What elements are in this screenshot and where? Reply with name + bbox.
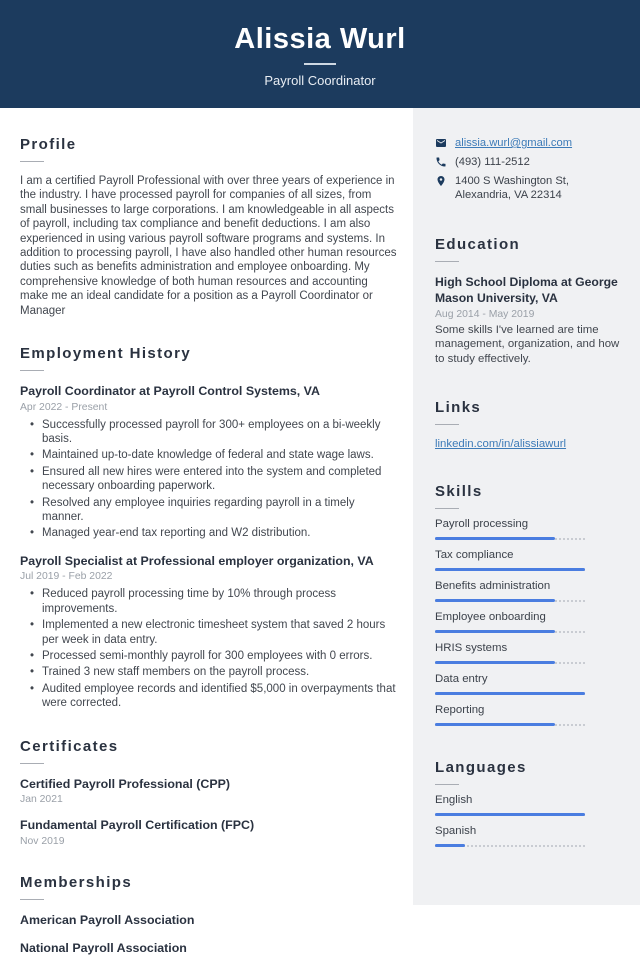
sidebar [413,108,640,905]
job-entry [20,384,397,541]
language-bar-fill [435,813,585,816]
heading-rule [435,261,459,262]
job-dates: Jul 2019 - Feb 2022 [20,571,113,583]
skill-label: Benefits administration [435,580,551,593]
contact-address-row [435,174,620,204]
heading-rule [435,508,459,509]
contact-phone-row [435,155,620,170]
skill-bar [435,630,585,633]
language-entry [435,793,620,816]
skill-label: Data entry [435,673,488,686]
section-profile [20,136,397,318]
skill-entry [435,548,620,571]
skill-bar-fill [435,692,585,695]
job-title: Payroll Specialist at Professional employer organization, VA [20,553,374,568]
bullet-item: • Implemented a new electronic timesheet system that saved 2 hours per week in data entry. [42,618,397,647]
job-dates: Apr 2022 - Present [20,401,108,413]
link-entry [435,438,620,450]
skill-bar [435,661,585,664]
skill-bar-fill [435,723,555,726]
heading-rule [20,161,44,162]
header-divider [304,63,336,65]
skill-bar-fill [435,599,555,602]
contact-email-row [435,136,620,151]
skill-label: Payroll processing [435,518,529,531]
skill-entry [435,610,620,633]
education-description: Some skills I've learned are time management, organization, and how to study effectively. [435,323,620,365]
candidate-job-title: Payroll Coordinator [264,72,376,88]
skill-bar-fill [435,630,555,633]
skill-label: HRIS systems [435,642,508,655]
email-link[interactable]: alissia.wurl@gmail.com [455,137,573,149]
main-column [0,108,413,956]
language-bar-fill [435,844,465,847]
section-employment-history [20,345,397,711]
heading-rule [20,763,44,764]
section-memberships [20,874,397,957]
certificate-title: Fundamental Payroll Certification (FPC) [20,818,255,833]
education-title: High School Diploma at George Mason University, VA [435,275,618,306]
education-entry [435,275,620,366]
skill-entry [435,703,620,726]
language-bar [435,813,585,816]
bullet-item: • Trained 3 new staff members on the payroll process. [42,665,397,679]
section-languages [435,759,620,847]
profile-heading: Profile [20,136,77,153]
skill-entry [435,579,620,602]
skill-bar [435,692,585,695]
language-bar [435,844,585,847]
bullet-item: • Resolved any employee inquiries regarding payroll in a timely manner. [42,496,397,525]
job-bullet-list [20,587,397,710]
skill-bar-fill [435,661,555,664]
language-label: Spanish [435,825,477,838]
profile-text: I am a certified Payroll Professional with over three years of experience in the industry. I have processed payroll for companies of all sizes, from small businesses to large corporations. I am knowledgeable in all aspects of payroll, including tax compliance and benefit deductions. I am also experienced in using various payroll software programs and systems. In addition to processing payroll, I have also handled other human resources duties such as benefits administration and employee onboarding. My comprehensive knowledge of both human resources and accounting make me an ideal candidate for a position as a Payroll Coordinator or Manager [20,175,397,317]
job-title: Payroll Coordinator at Payroll Control Systems, VA [20,384,320,399]
job-entry [20,554,397,711]
education-heading: Education [435,236,521,254]
heading-rule [20,899,44,900]
certificate-date: Jan 2021 [20,794,63,806]
language-label: English [435,794,473,807]
certificate-title: Certified Payroll Professional (CPP) [20,776,231,791]
skill-bar [435,723,585,726]
skill-entry [435,672,620,695]
phone-number: (493) 111-2512 [455,155,530,168]
memberships-heading: Memberships [20,873,133,891]
education-dates: Aug 2014 - May 2019 [435,308,535,320]
links-heading: Links [435,399,482,417]
bullet-item: • Processed semi-monthly payroll for 300 employees with 0 errors. [42,649,397,663]
membership-entry: American Payroll Association [20,912,195,927]
candidate-name: Alissia Wurl [234,23,406,55]
phone-icon [435,156,447,168]
bullet-item: • Successfully processed payroll for 300+ employees on a bi-weekly basis. [42,418,397,447]
certificate-entry [20,777,397,806]
languages-heading: Languages [435,759,527,777]
envelope-icon [435,137,447,149]
resume-body [0,108,640,956]
skills-heading: Skills [435,483,483,501]
language-entry [435,824,620,847]
bullet-item: • Maintained up-to-date knowledge of federal and state wage laws. [42,448,397,462]
certificate-entry [20,818,397,847]
skill-label: Reporting [435,704,485,717]
bullet-item: • Managed year-end tax reporting and W2 distribution. [42,526,397,540]
skill-entry [435,641,620,664]
contact-block [435,136,620,203]
heading-rule [435,424,459,425]
employment-heading: Employment History [20,345,192,363]
skill-bar-fill [435,568,585,571]
skill-bar [435,599,585,602]
heading-rule [20,370,44,371]
bullet-item: • Ensured all new hires were entered into the system and completed necessary onboarding paperwork. [42,465,397,494]
resume-header [0,0,640,108]
certificates-heading: Certificates [20,737,119,755]
section-certificates [20,738,397,847]
section-skills [435,483,620,726]
skill-bar-fill [435,537,555,540]
map-pin-icon [435,175,447,187]
bullet-item: • Reduced payroll processing time by 10% through process improvements. [42,587,397,616]
address-text: 1400 S Washington St, Alexandria, VA 22314 [455,174,570,202]
skill-bar [435,568,585,571]
job-bullet-list [20,418,397,541]
heading-rule [435,784,459,785]
membership-entry: National Payroll Association [20,941,187,956]
skill-label: Tax compliance [435,549,514,562]
linkedin-link[interactable]: linkedin.com/in/alissiawurl [435,438,567,451]
skill-bar [435,537,585,540]
certificate-date: Nov 2019 [20,835,65,847]
section-links [435,399,620,450]
skill-entry [435,517,620,540]
skill-label: Employee onboarding [435,611,546,624]
bullet-item: • Audited employee records and identified $5,000 in overpayments that were corrected. [42,682,397,711]
section-education [435,236,620,366]
